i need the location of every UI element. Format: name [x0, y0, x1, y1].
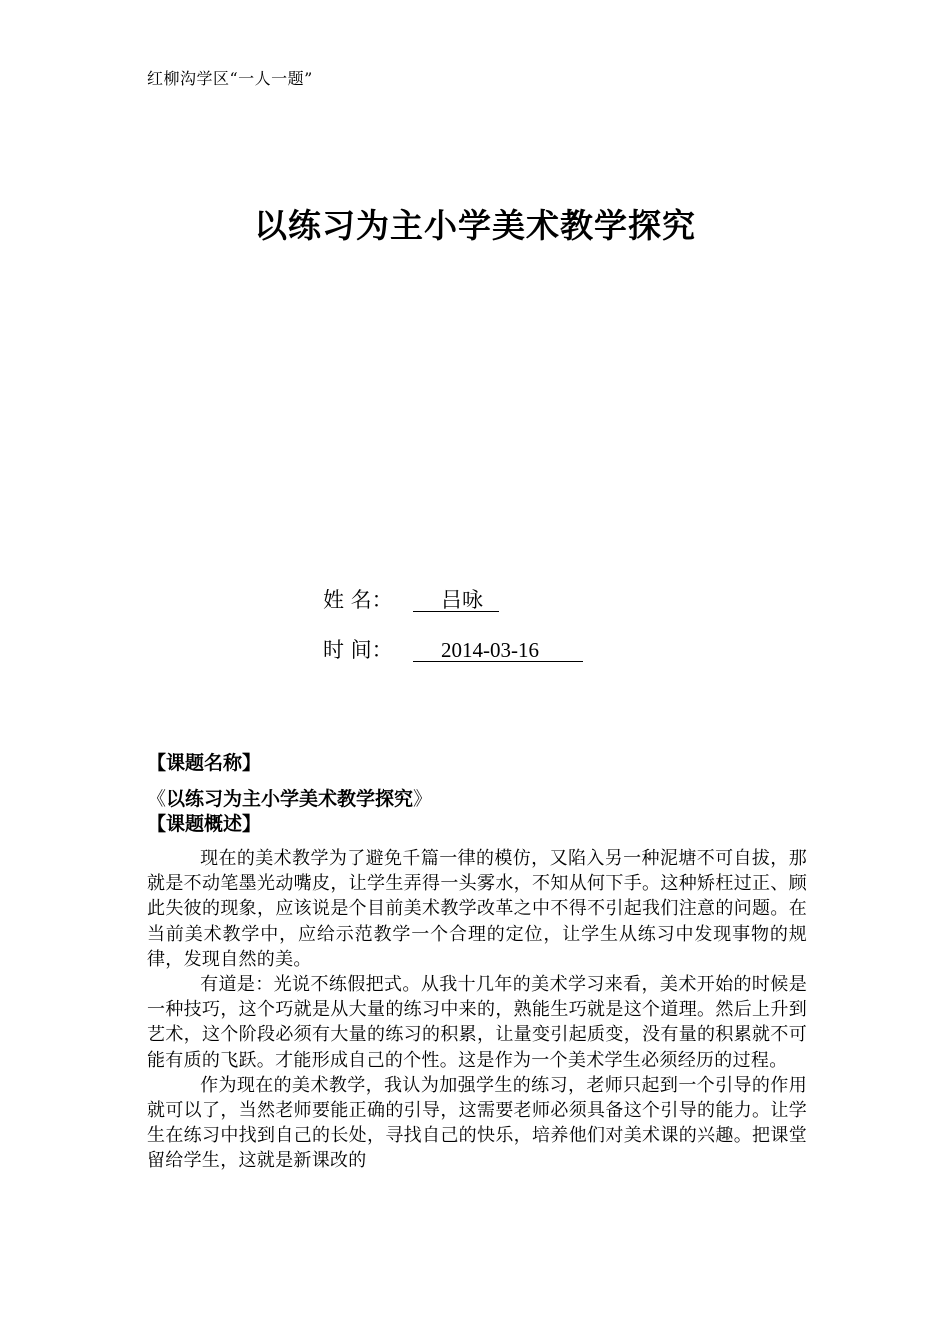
- paragraph: 有道是：光说不练假把式。从我十几年的美术学习来看，美术开始的时候是一种技巧，这个巧就是从大量的练习中来的，熟能生巧就是这个道理。然后上升到艺术，这个阶段必须有大量的练习的积累，让量变引起质变，没有量的积累就不可能有质的飞跃。才能形成自己的个性。这是作为一个美术学生必须经历的过程。: [147, 974, 807, 1071]
- close-quote: 》: [413, 788, 433, 810]
- overview-body: [147, 846, 807, 1174]
- paragraph: 作为现在的美术教学，我认为加强学生的练习，老师只起到一个引导的作用就可以了，当然老师要能正确的引导，这需要老师必须具备这个引导的能力。让学生在练习中找到自己的长处，寻找自己的快乐，培养他们对美术课的兴趣。把课堂留给学生，这就是新课改的: [147, 1074, 807, 1172]
- topic-name-heading: 【课题名称】: [147, 752, 262, 774]
- header-note: 红柳沟学区“一人一题”: [147, 69, 313, 88]
- time-value: 2014-03-16: [413, 639, 583, 662]
- date-row: [323, 634, 583, 664]
- name-label: 姓 名：: [323, 588, 393, 612]
- paragraph: 现在的美术教学为了避免千篇一律的模仿，又陷入另一种泥塘不可自拔，那就是不动笔墨光动嘴皮，让学生弄得一头雾水，不知从何下手。这种矫枉过正、顾此失彼的现象，应该说是个目前美术教学改革之中不得不引起我们注意的问题。在当前美术教学中，应给示范教学一个合理的定位，让学生从练习中发现事物的规律，发现自然的美。: [147, 848, 807, 970]
- document-title: 以练习为主小学美术教学探究: [254, 206, 696, 245]
- overview-heading: 【课题概述】: [147, 813, 262, 835]
- time-label: 时 间：: [323, 638, 393, 662]
- topic-title-line: [147, 784, 432, 811]
- open-quote: 《: [147, 788, 167, 810]
- author-row: [323, 584, 499, 614]
- topic-title: 以练习为主小学美术教学探究: [166, 788, 414, 810]
- name-value: 吕咏: [413, 589, 499, 612]
